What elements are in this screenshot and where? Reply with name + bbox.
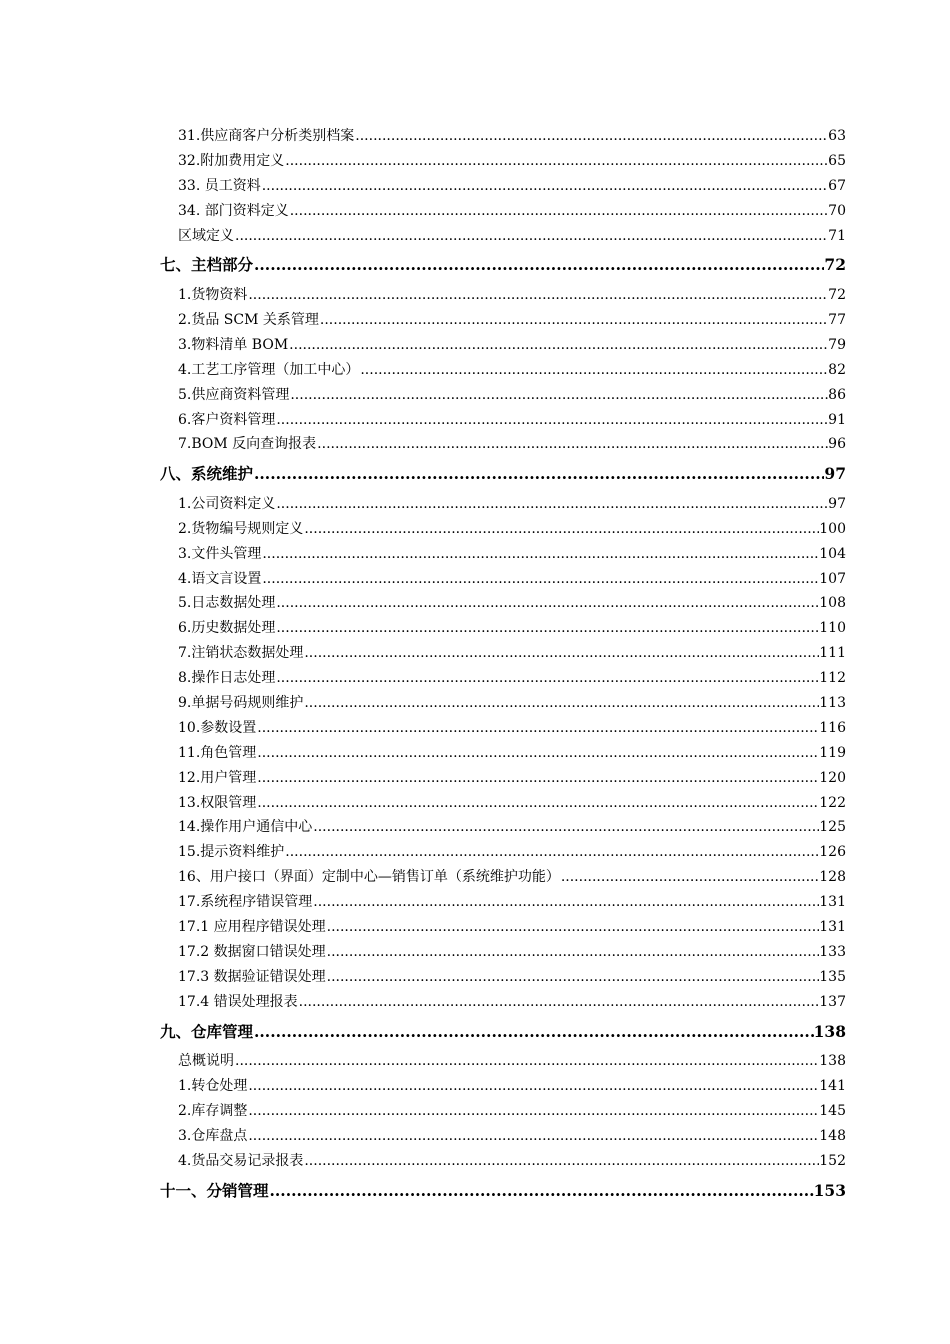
toc-page-number: 97	[828, 492, 846, 517]
toc-page-number: 112	[819, 666, 846, 691]
toc-page-number: 148	[819, 1124, 846, 1149]
dot-leader	[360, 358, 828, 383]
toc-entry[interactable]	[178, 358, 846, 383]
toc-page-number: 119	[819, 741, 846, 766]
toc-entry[interactable]	[178, 408, 846, 433]
toc-page-number: 138	[814, 1015, 846, 1050]
toc-entry-title: 13.权限管理	[178, 791, 257, 816]
toc-entry-title: 6.历史数据处理	[178, 616, 276, 641]
dot-leader	[304, 641, 819, 666]
dot-leader	[313, 815, 819, 840]
toc-page-number: 153	[814, 1174, 846, 1209]
dot-leader	[320, 308, 828, 333]
dot-leader	[248, 283, 828, 308]
dot-leader	[327, 940, 820, 965]
dot-leader	[270, 1174, 814, 1209]
toc-entry-title: 区域定义	[178, 224, 235, 249]
toc-page-number: 107	[819, 567, 846, 592]
toc-entry-title: 17.系统程序错误管理	[178, 890, 313, 915]
toc-page-number: 111	[819, 641, 846, 666]
toc-page-number: 86	[828, 383, 846, 408]
toc-entry[interactable]	[178, 383, 846, 408]
toc-page-number: 96	[828, 432, 846, 457]
dot-leader	[235, 1049, 819, 1074]
toc-entry-title: 8.操作日志处理	[178, 666, 276, 691]
toc-page-number: 65	[828, 149, 846, 174]
toc-entry-title: 九、仓库管理	[160, 1015, 254, 1050]
toc-entry-title: 14.操作用户通信中心	[178, 815, 313, 840]
toc-entry-title: 1.货物资料	[178, 283, 248, 308]
toc-page-number: 126	[819, 840, 846, 865]
toc-entry[interactable]	[178, 815, 846, 840]
dot-leader	[257, 791, 819, 816]
toc-entry-title: 6.客户资料管理	[178, 408, 276, 433]
toc-entry[interactable]	[178, 990, 846, 1015]
toc-entry[interactable]	[178, 840, 846, 865]
toc-entry[interactable]	[178, 766, 846, 791]
toc-page-number: 138	[819, 1049, 846, 1074]
toc-entry[interactable]	[178, 1124, 846, 1149]
dot-leader	[257, 766, 819, 791]
toc-entry-title: 15.提示资料维护	[178, 840, 285, 865]
toc-entry[interactable]	[178, 542, 846, 567]
toc-page-number: 100	[819, 517, 846, 542]
toc-entry-title: 七、主档部分	[160, 248, 254, 283]
toc-section-heading[interactable]	[160, 248, 846, 283]
dot-leader	[254, 248, 824, 283]
toc-entry[interactable]	[178, 890, 846, 915]
toc-entry[interactable]	[178, 915, 846, 940]
dot-leader	[276, 616, 819, 641]
toc-entry[interactable]	[178, 283, 846, 308]
toc-page-number: 152	[819, 1149, 846, 1174]
dot-leader	[299, 990, 820, 1015]
toc-entry-title: 八、系统维护	[160, 457, 254, 492]
toc-page-number: 135	[819, 965, 846, 990]
toc-page-number: 79	[828, 333, 846, 358]
toc-entry-title: 2.库存调整	[178, 1099, 248, 1124]
dot-leader	[276, 591, 819, 616]
dot-leader	[257, 716, 819, 741]
toc-page-number: 131	[819, 915, 846, 940]
toc-entry-title: 3.仓库盘点	[178, 1124, 248, 1149]
toc-entry-title: 4.工艺工序管理（加工中心）	[178, 358, 360, 383]
toc-entry-title: 17.4 错误处理报表	[178, 990, 299, 1015]
toc-entry-title: 32.附加费用定义	[178, 149, 285, 174]
dot-leader	[257, 741, 819, 766]
toc-entry[interactable]	[178, 965, 846, 990]
toc-page-number: 145	[819, 1099, 846, 1124]
toc-page-number: 67	[828, 174, 846, 199]
toc-entry[interactable]	[178, 199, 846, 224]
dot-leader	[254, 1015, 814, 1050]
dot-leader	[285, 149, 828, 174]
toc-entry-title: 3.物料清单 BOM	[178, 333, 289, 358]
dot-leader	[304, 691, 819, 716]
toc-page-number: 82	[828, 358, 846, 383]
toc-entry-title: 4.语文言设置	[178, 567, 262, 592]
dot-leader	[290, 199, 828, 224]
dot-leader	[285, 840, 819, 865]
toc-entry-title: 总概说明	[178, 1049, 235, 1074]
toc-page-number: 72	[828, 283, 846, 308]
toc-entry[interactable]	[178, 1074, 846, 1099]
toc-entry[interactable]	[178, 124, 846, 149]
dot-leader	[262, 542, 819, 567]
toc-entry[interactable]	[178, 224, 846, 249]
toc-entry[interactable]	[178, 308, 846, 333]
toc-entry-title: 12.用户管理	[178, 766, 257, 791]
dot-leader	[355, 124, 828, 149]
toc-entry[interactable]	[178, 865, 846, 890]
toc-entry[interactable]	[178, 641, 846, 666]
toc-page-number: 120	[819, 766, 846, 791]
dot-leader	[254, 457, 824, 492]
toc-entry-title: 1.公司资料定义	[178, 492, 276, 517]
toc-entry[interactable]	[178, 691, 846, 716]
toc-entry[interactable]	[178, 616, 846, 641]
toc-page-number: 110	[819, 616, 846, 641]
toc-page-number: 131	[819, 890, 846, 915]
toc-entry[interactable]	[178, 492, 846, 517]
toc-page-number: 125	[819, 815, 846, 840]
toc-entry-title: 7.BOM 反向查询报表	[178, 432, 317, 457]
dot-leader	[262, 174, 828, 199]
dot-leader	[304, 517, 819, 542]
toc-entry-title: 7.注销状态数据处理	[178, 641, 304, 666]
dot-leader	[561, 865, 819, 890]
toc-page-number: 108	[819, 591, 846, 616]
toc-entry-title: 1.转仓处理	[178, 1074, 248, 1099]
toc-page-number: 104	[819, 542, 846, 567]
toc-entry[interactable]	[178, 333, 846, 358]
toc-entry-title: 11.角色管理	[178, 741, 257, 766]
toc-section-heading[interactable]	[160, 1174, 846, 1209]
toc-entry-title: 10.参数设置	[178, 716, 257, 741]
toc-entry[interactable]	[178, 517, 846, 542]
toc-entry-title: 17.3 数据验证错误处理	[178, 965, 327, 990]
toc-page-number: 77	[828, 308, 846, 333]
toc-entry-title: 5.日志数据处理	[178, 591, 276, 616]
toc-entry-title: 十一、分销管理	[160, 1174, 270, 1209]
toc-entry-title: 17.2 数据窗口错误处理	[178, 940, 327, 965]
toc-entry[interactable]	[178, 741, 846, 766]
toc-entry[interactable]	[178, 174, 846, 199]
dot-leader	[290, 383, 828, 408]
dot-leader	[313, 890, 819, 915]
toc-entry-title: 3.文件头管理	[178, 542, 262, 567]
toc-page-number: 122	[819, 791, 846, 816]
toc-page-number: 71	[828, 224, 846, 249]
dot-leader	[276, 492, 828, 517]
table-of-contents	[0, 124, 950, 1208]
dot-leader	[235, 224, 828, 249]
toc-entry[interactable]	[178, 1099, 846, 1124]
toc-entry-title: 16、用户接口（界面）定制中心—销售订单（系统维护功能）	[178, 865, 561, 890]
toc-entry[interactable]	[178, 567, 846, 592]
toc-entry[interactable]	[178, 666, 846, 691]
toc-entry-title: 33. 员工资料	[178, 174, 262, 199]
dot-leader	[276, 666, 819, 691]
toc-page-number: 116	[819, 716, 846, 741]
toc-entry[interactable]	[178, 591, 846, 616]
toc-entry[interactable]	[178, 940, 846, 965]
toc-section-heading[interactable]	[160, 457, 846, 492]
dot-leader	[248, 1099, 819, 1124]
toc-page-number: 70	[828, 199, 846, 224]
toc-page-number: 128	[819, 865, 846, 890]
toc-page-number: 137	[819, 990, 846, 1015]
toc-page-number: 97	[824, 457, 846, 492]
toc-entry[interactable]	[178, 432, 846, 457]
toc-entry-title: 4.货品交易记录报表	[178, 1149, 304, 1174]
toc-entry[interactable]	[178, 149, 846, 174]
toc-entry-title: 9.单据号码规则维护	[178, 691, 304, 716]
dot-leader	[248, 1074, 819, 1099]
toc-entry-title: 34. 部门资料定义	[178, 199, 290, 224]
toc-entry-title: 31.供应商客户分析类别档案	[178, 124, 355, 149]
dot-leader	[327, 965, 820, 990]
toc-entry[interactable]	[178, 1149, 846, 1174]
dot-leader	[327, 915, 820, 940]
toc-entry[interactable]	[178, 791, 846, 816]
toc-entry-title: 17.1 应用程序错误处理	[178, 915, 327, 940]
toc-entry[interactable]	[178, 1049, 846, 1074]
toc-page-number: 72	[824, 248, 846, 283]
dot-leader	[289, 333, 828, 358]
toc-section-heading[interactable]	[160, 1015, 846, 1050]
dot-leader	[304, 1149, 819, 1174]
toc-entry-title: 2.货品 SCM 关系管理	[178, 308, 320, 333]
dot-leader	[317, 432, 828, 457]
toc-page-number: 91	[828, 408, 846, 433]
toc-entry-title: 2.货物编号规则定义	[178, 517, 304, 542]
toc-entry-title: 5.供应商资料管理	[178, 383, 290, 408]
toc-page-number: 141	[819, 1074, 846, 1099]
toc-page-number: 133	[819, 940, 846, 965]
toc-page-number: 63	[828, 124, 846, 149]
toc-page-number: 113	[819, 691, 846, 716]
dot-leader	[276, 408, 828, 433]
toc-entry[interactable]	[178, 716, 846, 741]
dot-leader	[262, 567, 819, 592]
dot-leader	[248, 1124, 819, 1149]
